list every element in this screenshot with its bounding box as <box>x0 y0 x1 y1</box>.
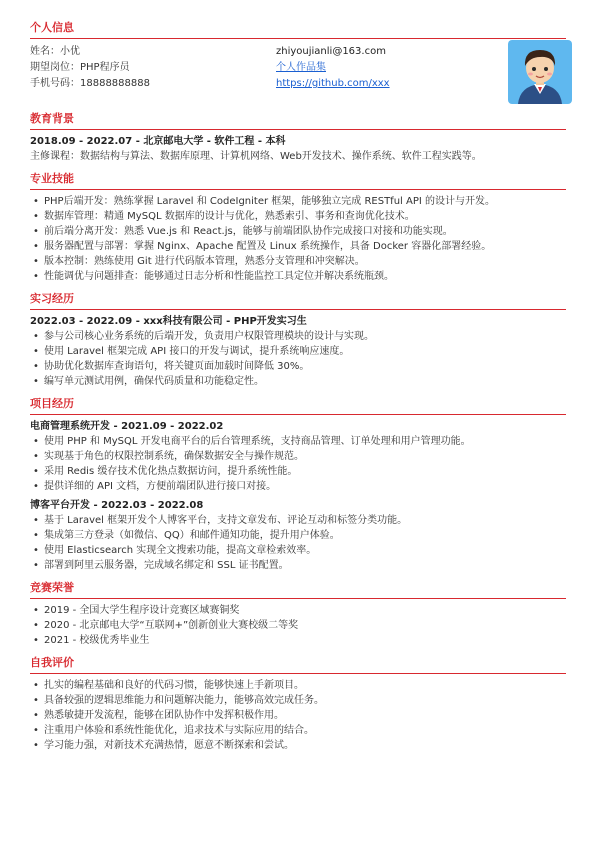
self-evaluation-list <box>30 678 566 753</box>
list-item: • 熟悉敏捷开发流程，能够在团队协作中发挥积极作用。 <box>30 708 566 723</box>
personal-info-section <box>30 20 566 104</box>
education-section <box>30 111 566 164</box>
list-item: • 集成第三方登录（如微信、QQ）和邮件通知功能，提升用户体验。 <box>30 528 566 543</box>
avatar <box>508 40 572 104</box>
list-item: • 实现基于角色的权限控制系统，确保数据安全与操作规范。 <box>30 449 566 464</box>
personal-info-left <box>30 44 150 92</box>
list-item: • 学习能力强，对新技术充满热情，愿意不断探索和尝试。 <box>30 738 566 753</box>
project-heading: 电商管理系统开发 - 2021.09 - 2022.02 <box>30 420 224 432</box>
list-item: • 使用 Elasticsearch 实现全文搜索功能，提高文章检索效率。 <box>30 543 566 558</box>
internship-list <box>30 329 566 389</box>
list-item: • 扎实的编程基础和良好的代码习惯，能够快速上手新项目。 <box>30 678 566 693</box>
list-item: • 数据库管理：精通 MySQL 数据库的设计与优化，熟悉索引、事务和查询优化技术。 <box>30 209 566 224</box>
list-item: • 使用 PHP 和 MySQL 开发电商平台的后台管理系统，支持商品管理、订单处理和用户管理功能。 <box>30 434 566 449</box>
list-item: • 参与公司核心业务系统的后端开发，负责用户权限管理模块的设计与实现。 <box>30 329 566 344</box>
list-item: • 2019 - 全国大学生程序设计竞赛区域赛铜奖 <box>30 603 566 618</box>
skills-list <box>30 194 566 284</box>
list-item: • 2020 - 北京邮电大学“互联网+”创新创业大赛校级二等奖 <box>30 618 566 633</box>
list-item: • 版本控制：熟练使用 Git 进行代码版本管理，熟悉分支管理和冲突解决。 <box>30 254 566 269</box>
list-item: • 具备较强的逻辑思维能力和问题解决能力，能够高效完成任务。 <box>30 693 566 708</box>
projects-section <box>30 396 566 573</box>
github-link[interactable]: https://github.com/xxx <box>276 78 390 89</box>
education-heading: 2018.09 - 2022.07 - 北京邮电大学 - 软件工程 - 本科 <box>30 135 286 147</box>
project-heading: 博客平台开发 - 2022.03 - 2022.08 <box>30 499 204 511</box>
name-field: 姓名：小优 <box>30 46 80 57</box>
education-courses: 主修课程：数据结构与算法、数据库原理、计算机网络、Web开发技术、操作系统、软件工程实践等。 <box>30 150 482 162</box>
awards-list <box>30 603 566 648</box>
section-title-awards: 竞赛荣誉 <box>30 580 566 599</box>
internship-heading: 2022.03 - 2022.09 - xxx科技有限公司 - PHP开发实习生 <box>30 315 307 327</box>
list-item: • 基于 Laravel 框架开发个人博客平台，支持文章发布、评论互动和标签分类功能。 <box>30 513 566 528</box>
self-evaluation-section <box>30 655 566 753</box>
list-item: • 注重用户体验和系统性能优化，追求技术与实际应用的结合。 <box>30 723 566 738</box>
awards-section <box>30 580 566 648</box>
portfolio-link[interactable]: 个人作品集 <box>276 62 326 73</box>
list-item: • 采用 Redis 缓存技术优化热点数据访问，提升系统性能。 <box>30 464 566 479</box>
list-item: • 使用 Laravel 框架完成 API 接口的开发与调试，提升系统响应速度。 <box>30 344 566 359</box>
list-item: • 性能调优与问题排查：能够通过日志分析和性能监控工具定位并解决系统瓶颈。 <box>30 269 566 284</box>
list-item: • 2021 - 校级优秀毕业生 <box>30 633 566 648</box>
project-list <box>30 513 566 573</box>
personal-info-links <box>276 44 390 92</box>
phone-field: 手机号码：18888888888 <box>30 78 150 89</box>
list-item: • 部署到阿里云服务器，完成域名绑定和 SSL 证书配置。 <box>30 558 566 573</box>
section-title-info: 个人信息 <box>30 20 566 39</box>
list-item: • 协助优化数据库查询语句，将关键页面加载时间降低 30%。 <box>30 359 566 374</box>
email-field: zhiyoujianli@163.com <box>276 46 386 57</box>
list-item: • 编写单元测试用例，确保代码质量和功能稳定性。 <box>30 374 566 389</box>
internship-section <box>30 291 566 389</box>
list-item: • 提供详细的 API 文档，方便前端团队进行接口对接。 <box>30 479 566 494</box>
section-title-projects: 项目经历 <box>30 396 566 415</box>
project-list <box>30 434 566 494</box>
section-title-skills: 专业技能 <box>30 171 566 190</box>
section-title-education: 教育背景 <box>30 111 566 130</box>
section-title-internship: 实习经历 <box>30 291 566 310</box>
position-field: 期望岗位：PHP程序员 <box>30 62 130 73</box>
list-item: • 服务器配置与部署：掌握 Nginx、Apache 配置及 Linux 系统操作，具备 Docker 容器化部署经验。 <box>30 239 566 254</box>
list-item: • 前后端分离开发：熟悉 Vue.js 和 React.js，能够与前端团队协作完成接口对接和功能实现。 <box>30 224 566 239</box>
section-title-self: 自我评价 <box>30 655 566 674</box>
list-item: • PHP后端开发：熟练掌握 Laravel 和 CodeIgniter 框架，能够独立完成 RESTful API 的设计与开发。 <box>30 194 566 209</box>
skills-section <box>30 171 566 284</box>
